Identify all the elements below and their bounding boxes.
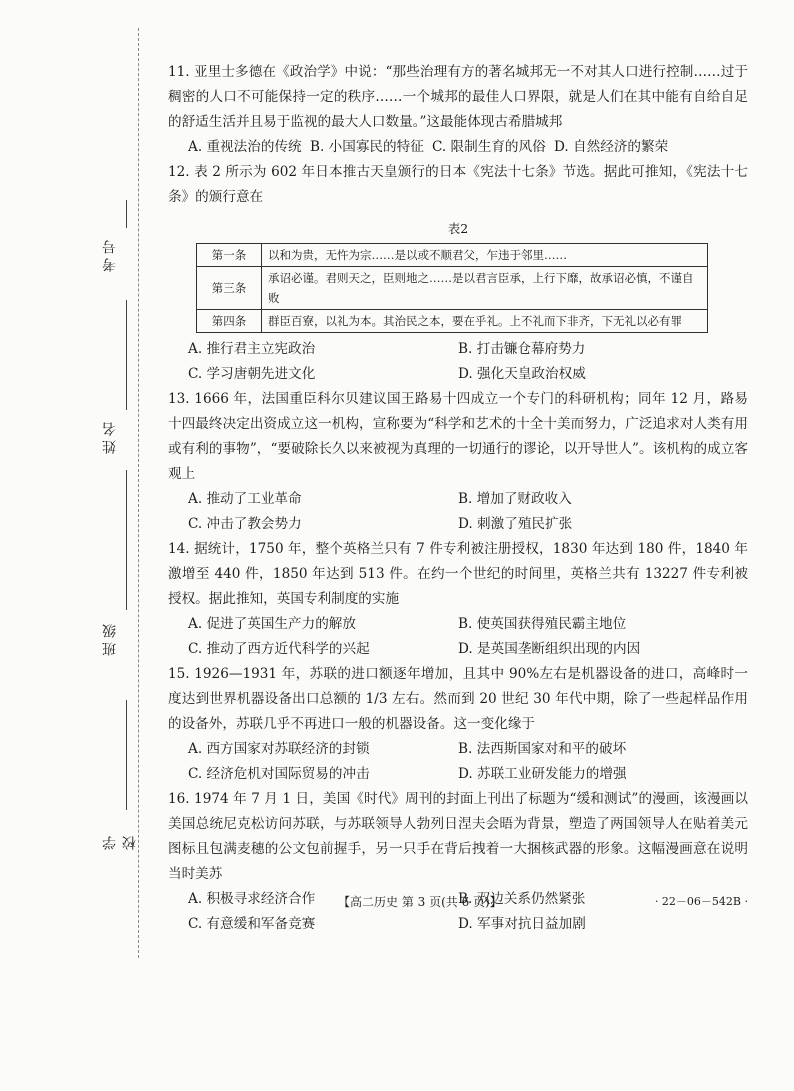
- side-label-exam-number: 考号: [102, 236, 118, 272]
- options-grid: [168, 737, 748, 787]
- option-b[interactable]: B. 法西斯国家对和平的破坏: [458, 741, 627, 757]
- question-14: [168, 537, 748, 662]
- question-text: 16. 1974 年 7 月 1 日，美国《时代》周刊的封面上刊出了标题为“缓和测试”的漫画，该漫画以美国总统尼克松访问苏联，与苏联领导人勃列日涅夫会晤为背景，塑造了两国领导人在贴着美元图标且包满麦穗的公文包前握手，另一只手在背后拽着一大捆核武器的形象。这幅漫画意在说明当时美苏: [168, 791, 748, 882]
- option-d[interactable]: D. 刺激了殖民扩张: [458, 516, 573, 532]
- option-d[interactable]: D. 是英国垄断组织出现的内因: [458, 641, 641, 657]
- side-blank-name[interactable]: [126, 300, 127, 410]
- question-content: [168, 60, 748, 937]
- article-text: 以和为贵，无忤为宗……是以或不顺君父，乍违于邻里……: [262, 244, 708, 267]
- option-d[interactable]: D. 军事对抗日益加剧: [458, 916, 586, 932]
- table-row: [197, 244, 708, 267]
- option-b[interactable]: B. 增加了财政收入: [458, 491, 572, 507]
- option-a[interactable]: A. 推动了工业革命: [188, 491, 302, 507]
- option-c[interactable]: C. 推动了西方近代科学的兴起: [188, 641, 370, 657]
- table-row: [197, 267, 708, 310]
- side-blank-school[interactable]: [126, 700, 127, 810]
- constitution-excerpt-table: [196, 243, 708, 333]
- option-d[interactable]: D. 苏联工业研发能力的增强: [458, 766, 627, 782]
- table-row: [197, 310, 708, 333]
- option-b[interactable]: B. 小国寡民的特征: [310, 139, 424, 155]
- option-c[interactable]: C. 经济危机对国际贸易的冲击: [188, 766, 370, 782]
- option-a[interactable]: A. 推行君主立宪政治: [188, 341, 316, 357]
- side-field-exam-number: [100, 200, 140, 310]
- question-text: 14. 据统计，1750 年，整个英格兰只有 7 件专利被注册授权，1830 年达到 180 件，1840 年激增至 440 件，1850 年达到 513 件。在约一个世纪的时间里，英格兰共有 13227 件专利被授权。据此推知，英国专利制度的实施: [168, 541, 748, 607]
- question-13: [168, 387, 748, 537]
- option-c[interactable]: C. 有意缓和军备竞赛: [188, 916, 316, 932]
- option-b[interactable]: B. 使英国获得殖民霸主地位: [458, 616, 627, 632]
- exam-code: · 22－06－542B ·: [654, 895, 748, 908]
- side-label-name: 姓名: [102, 418, 118, 454]
- option-c[interactable]: C. 冲击了教会势力: [188, 516, 302, 532]
- question-16: [168, 787, 748, 937]
- question-12: [168, 160, 748, 387]
- option-c[interactable]: C. 限制生育的风俗: [432, 139, 546, 155]
- option-a[interactable]: A. 积极寻求经济合作: [188, 891, 316, 907]
- article-number: 第一条: [197, 244, 262, 267]
- option-b[interactable]: B. 双边关系仍然紧张: [458, 891, 586, 907]
- options-grid: [168, 337, 748, 387]
- option-d[interactable]: D. 自然经济的繁荣: [554, 139, 669, 155]
- question-text: 13. 1666 年，法国重臣科尔贝建议国王路易十四成立一个专门的科研机构；同年 12 月，路易十四最终决定出资成立这一机构，宣称要为“科学和艺术的十全十美而努力，广泛追求对人类有用或有利的事物”，“要破除长久以来被视为真理的一切通行的谬论，以开导世人”。该机构的成立客观上: [168, 391, 748, 482]
- article-number: 第四条: [197, 310, 262, 333]
- side-label-school: 学校: [102, 832, 138, 850]
- option-c[interactable]: C. 学习唐朝先进文化: [188, 366, 316, 382]
- question-text: 15. 1926—1931 年，苏联的进口额逐年增加，且其中 90%左右是机器设备的进口，高峰时一度达到世界机器设备出口总额的 1/3 左右。然而到 20 世纪 30 年代中期，除了一些起样品作用的设备外，苏联几乎不再进口一般的机器设备。这一变化缘于: [168, 666, 748, 732]
- side-blank-class[interactable]: [126, 470, 127, 610]
- option-a[interactable]: A. 重视法治的传统: [188, 139, 302, 155]
- question-15: [168, 662, 748, 787]
- option-b[interactable]: B. 打击镰仓幕府势力: [458, 341, 586, 357]
- question-text: 11. 亚里士多德在《政治学》中说：“那些治理有方的著名城邦无一不对其人口进行控制……过于稠密的人口不可能保持一定的秩序……一个城邦的最佳人口界限，就是人们在其中能有自给自足的舒适生活并且易于监视的最大人口数量。”这最能体现古希腊城邦: [168, 64, 748, 130]
- side-label-class: 班级: [102, 620, 118, 656]
- side-field-name: [100, 300, 140, 460]
- table-caption: 表2: [447, 221, 469, 236]
- options-row: [168, 135, 748, 160]
- question-11: [168, 60, 748, 160]
- side-blank-exam-number[interactable]: [126, 200, 127, 228]
- article-text: 群臣百寮，以礼为本。其治民之本，要在乎礼。上不礼而下非齐，下无礼以必有罪: [262, 310, 708, 333]
- option-a[interactable]: A. 促进了英国生产力的解放: [188, 616, 356, 632]
- option-a[interactable]: A. 西方国家对苏联经济的封锁: [188, 741, 370, 757]
- question-text: 12. 表 2 所示为 602 年日本推古天皇颁行的日本《宪法十七条》节选。据此可推知，《宪法十七条》的颁行意在: [168, 164, 748, 205]
- options-grid: [168, 612, 748, 662]
- options-grid: [168, 487, 748, 537]
- article-text: 承诏必谨。君则天之，臣则地之……是以君言臣承，上行下靡，故承诏必慎，不谨自败: [262, 267, 708, 310]
- page-number-label: 【高二历史 第 3 页(共 6 页)】: [338, 895, 502, 909]
- side-field-class: [100, 470, 140, 670]
- page-footer: [168, 893, 748, 913]
- option-d[interactable]: D. 强化天皇政治权威: [458, 366, 586, 382]
- article-number: 第三条: [197, 267, 262, 310]
- side-field-school: [100, 700, 140, 850]
